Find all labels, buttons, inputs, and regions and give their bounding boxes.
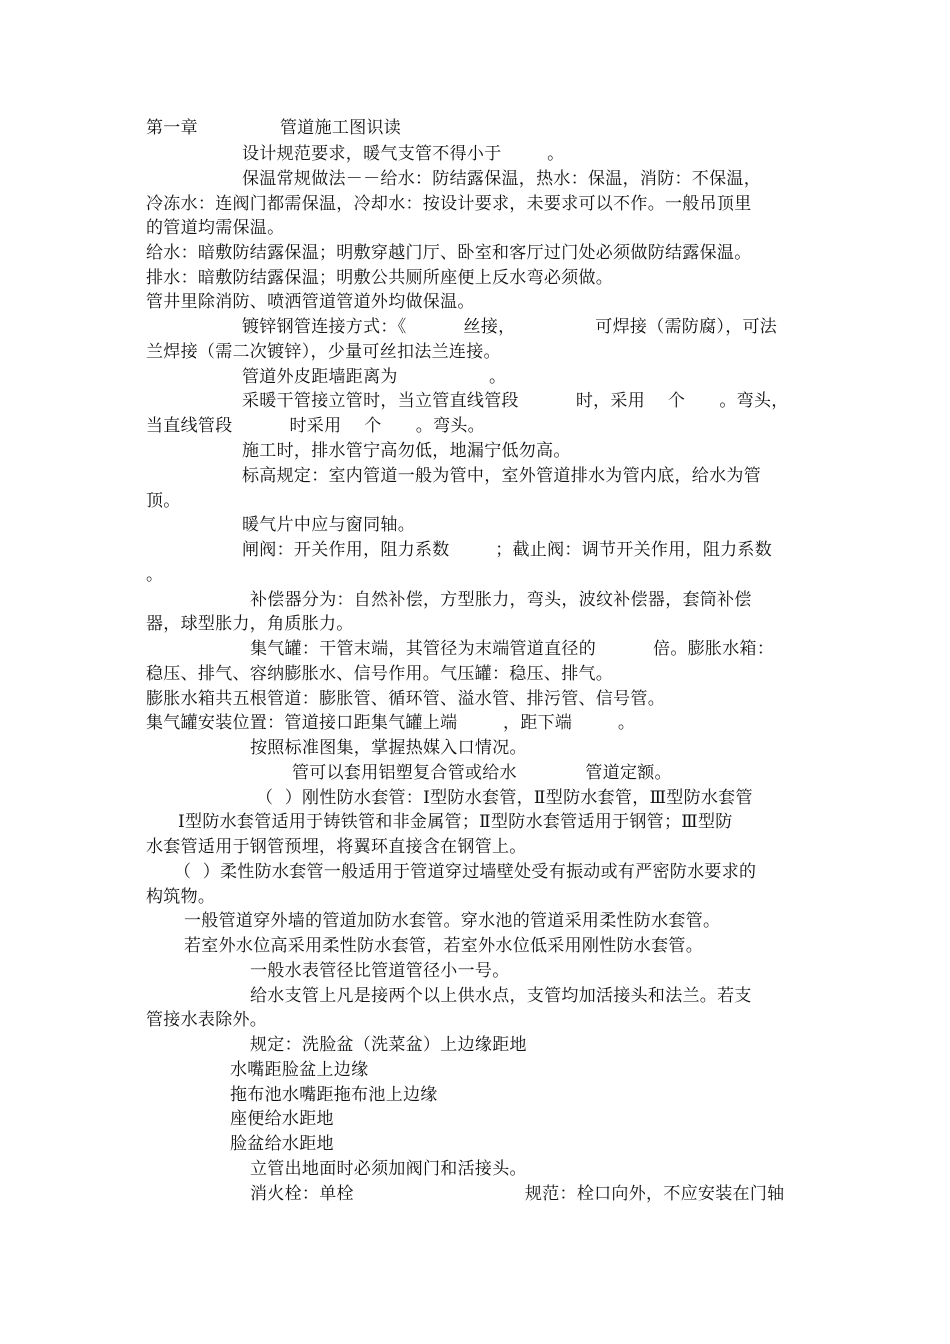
text-line: 给水：暗敷防结露保温；明敷穿越门厅、卧室和客厅过门处必须做防结露保温。 [146, 243, 752, 263]
text-line: 构筑物。 [146, 887, 216, 907]
text-line: 膨胀水箱共五根管道：膨胀管、循环管、溢水管、排污管、信号管。 [146, 689, 665, 709]
text-line: 消火栓：单栓 规范：栓口向外，不应安装在门轴 [250, 1184, 785, 1204]
text-line: 保温常规做法－－给水：防结露保温，热水：保温，消防：不保温， [242, 169, 761, 189]
text-line: 若室外水位高采用柔性防水套管，若室外水位低采用刚性防水套管。 [184, 936, 703, 956]
text-line: 按照标准图集，掌握热媒入口情况。 [250, 738, 527, 758]
text-line: 拖布池水嘴距拖布池上边缘 [230, 1085, 438, 1105]
text-line: 排水：暗敷防结露保温；明敷公共厕所座便上反水弯必须做。 [146, 268, 614, 288]
text-line: 顶。 [146, 491, 181, 511]
text-line: 座便给水距地 [230, 1109, 334, 1129]
text-line: 管可以套用铝塑复合管或给水 管道定额。 [292, 763, 672, 783]
text-line: 水嘴距脸盆上边缘 [230, 1060, 369, 1080]
text-line: 闸阀：开关作用，阻力系数 ；截止阀：调节开关作用，阻力系数 [242, 540, 773, 560]
text-line: 设计规范要求，暖气支管不得小于 。 [242, 144, 565, 164]
text-line: 兰焊接（需二次镀锌），少量可丝扣法兰连接。 [146, 342, 501, 362]
text-line: 规定：洗脸盆（洗菜盆）上边缘距地 [250, 1035, 527, 1055]
text-line: 立管出地面时必须加阀门和活接头。 [250, 1159, 527, 1179]
text-line: 施工时，排水管宁高勿低，地漏宁低勿高。 [242, 441, 571, 461]
text-line: 集气罐安装位置：管道接口距集气罐上端 ，距下端 。 [146, 713, 636, 733]
text-line: （ ）刚性防水套管：Ⅰ型防水套管，Ⅱ型防水套管，Ⅲ型防水套管 [256, 788, 753, 808]
text-line: 一般水表管径比管道管径小一号。 [250, 961, 510, 981]
text-line: Ⅰ型防水套管适用于铸铁管和非金属管；Ⅱ型防水套管适用于钢管；Ⅲ型防 [178, 812, 733, 832]
text-line: 管井里除消防、喷洒管道管道外均做保温。 [146, 292, 475, 312]
text-line: 当直线管段 时采用 个 。弯头。 [146, 416, 485, 436]
text-line: 暖气片中应与窗同轴。 [242, 515, 415, 535]
chapter-label: 第一章 [146, 118, 198, 138]
text-line: 补偿器分为：自然补偿，方型胀力，弯头，波纹补偿器，套筒补偿 [250, 590, 752, 610]
text-line: 稳压、排气、容纳膨胀水、信号作用。气压罐：稳压、排气。 [146, 664, 614, 684]
text-line: （ ）柔性防水套管一般适用于管道穿过墙壁处受有振动或有严密防水要求的 [174, 862, 757, 882]
text-line: 采暖干管接立管时，当立管直线管段 时，采用 个 。弯头， [242, 391, 789, 411]
text-line: 集气罐：干管末端，其管径为末端管道直径的 倍。膨胀水箱： [250, 639, 775, 659]
text-line: 管道外皮距墙距离为 。 [242, 367, 507, 387]
text-line: 给水支管上凡是接两个以上供水点，支管均加活接头和法兰。若支 [250, 986, 752, 1006]
text-line: 的管道均需保温。 [146, 218, 285, 238]
chapter-title: 管道施工图识读 [280, 118, 402, 138]
text-line: 器，球型胀力，角质胀力。 [146, 614, 354, 634]
text-line: 标高规定：室内管道一般为管中，室外管道排水为管内底，给水为管 [242, 466, 761, 486]
text-line: 水套管适用于钢管预埋，将翼环直接含在钢管上。 [146, 837, 527, 857]
text-line: 冷冻水：连阀门都需保温，冷却水：按设计要求，未要求可以不作。一般吊顶里 [146, 194, 752, 214]
text-line: 。 [146, 565, 164, 585]
text-line: 管接水表除外。 [146, 1010, 268, 1030]
text-line: 一般管道穿外墙的管道加防水套管。穿水池的管道采用柔性防水套管。 [184, 911, 721, 931]
text-line: 镀锌钢管连接方式：《 丝接， 可焊接（需防腐），可法 [242, 317, 778, 337]
text-line: 脸盆给水距地 [230, 1134, 334, 1154]
